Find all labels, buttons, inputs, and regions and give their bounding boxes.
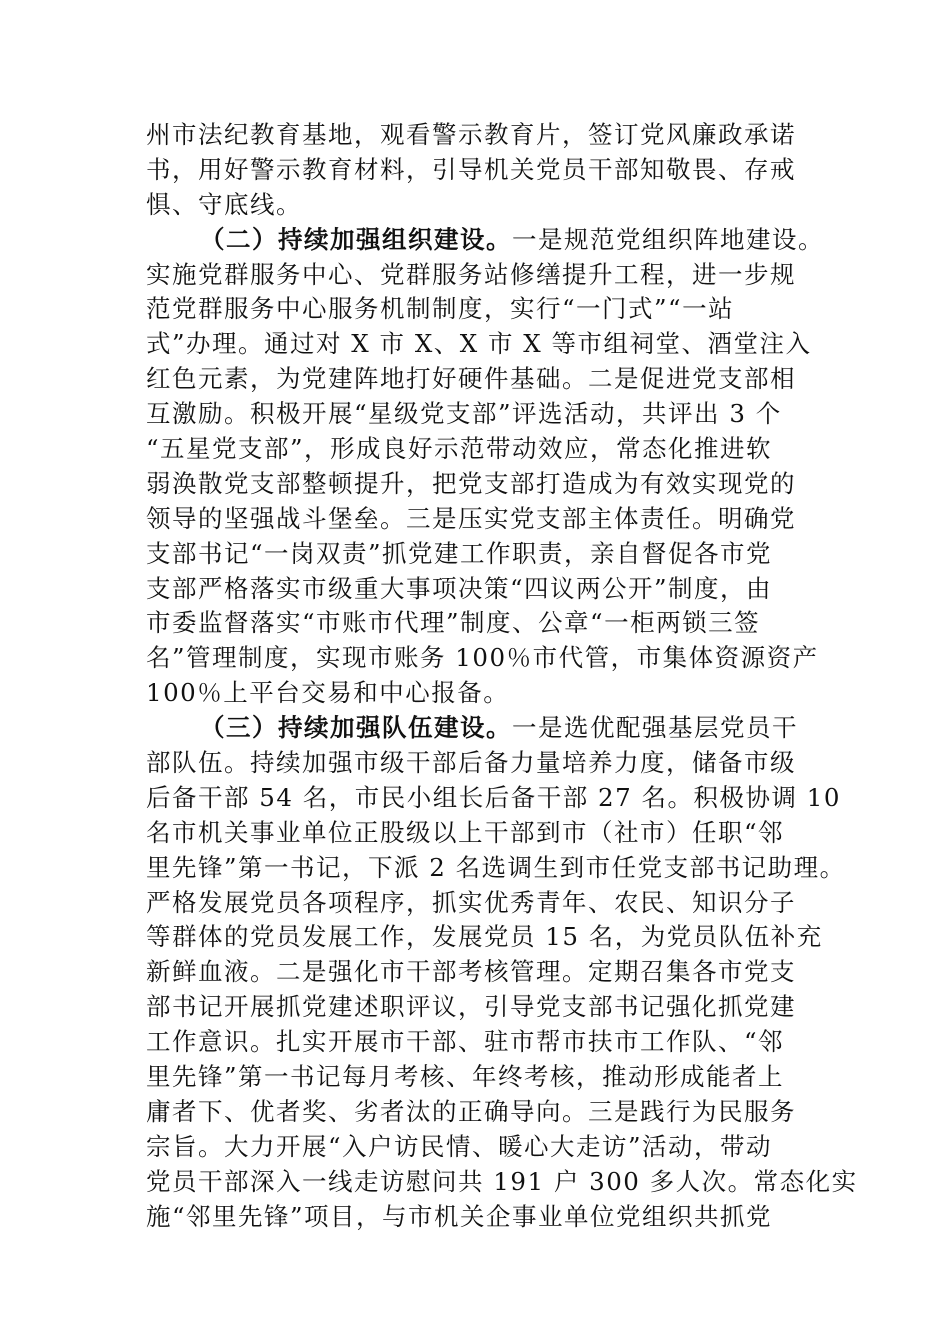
text-line: 等群体的党员发展工作，发展党员 15 名，为党员队伍补充 bbox=[146, 922, 823, 952]
text-line: 领导的坚强战斗堡垒。三是压实党支部主体责任。明确党 bbox=[146, 503, 796, 533]
text-line bbox=[146, 711, 810, 746]
text-line: 支部严格落实市级重大事项决策“四议两公开”制度，由 bbox=[146, 573, 773, 603]
text-line: 市委监督落实“市账市代理”制度、公章“一柜两锁三签 bbox=[146, 608, 761, 638]
text-line: 名市机关事业单位正股级以上干部到市（社市）任职“邻 bbox=[146, 817, 785, 847]
text-line: 后备干部 54 名，市民小组长后备干部 27 名。积极协调 10 bbox=[146, 782, 841, 812]
text-line: 里先锋”第一书记，下派 2 名选调生到市任党支部书记助理。 bbox=[146, 852, 846, 882]
text-line: 互激励。积极开展“星级党支部”评选活动，共评出 3 个 bbox=[146, 399, 782, 429]
text-line: 红色元素，为党建阵地打好硬件基础。二是促进党支部相 bbox=[146, 364, 796, 394]
text-run: 一是规范党组织阵地建设。 bbox=[512, 224, 824, 254]
text-line: 党员干部深入一线走访慰问共 191 户 300 多人次。常态化实 bbox=[146, 1166, 858, 1196]
text-line: 庸者下、优者奖、劣者汰的正确导向。三是践行为民服务 bbox=[146, 1096, 796, 1126]
text-line: 实施党群服务中心、党群服务站修缮提升工程，进一步规 bbox=[146, 259, 796, 289]
text-line: 100％上平台交易和中心报备。 bbox=[146, 678, 510, 708]
paragraph-team-building bbox=[146, 711, 858, 1234]
document-page bbox=[146, 118, 858, 1235]
text-line: 严格发展党员各项程序，抓实优秀青年、农民、知识分子 bbox=[146, 887, 796, 917]
text-line: 州市法纪教育基地，观看警示教育片，签订党风廉政承诺 bbox=[146, 120, 796, 149]
text-line: 范党群服务中心服务机制制度，实行“一门式”“一站 bbox=[146, 294, 735, 324]
text-line: 宗旨。大力开展“入户访民情、暖心大走访”活动，带动 bbox=[146, 1131, 773, 1161]
section-heading: （二）持续加强组织建设。 bbox=[200, 224, 512, 254]
text-line: 支部书记“一岗双责”抓党建工作职责，亲自督促各市党 bbox=[146, 538, 773, 568]
section-heading: （三）持续加强队伍建设。 bbox=[200, 713, 512, 743]
paragraph-organization-building bbox=[146, 223, 824, 711]
text-line: 工作意识。扎实开展市干部、驻市帮市扶市工作队、“邻 bbox=[146, 1027, 785, 1057]
text-line: 弱涣散党支部整顿提升，把党支部打造成为有效实现党的 bbox=[146, 468, 796, 498]
text-run: 一是选优配强基层党员干 bbox=[512, 713, 798, 743]
text-line: 新鲜血液。二是强化市干部考核管理。定期召集各市党支 bbox=[146, 957, 796, 987]
text-line: 式”办理。通过对 X 市 X、X 市 X 等市组祠堂、酒堂注入 bbox=[146, 329, 812, 359]
text-line: 名”管理制度，实现市账务 100％市代管，市集体资源资产 bbox=[146, 643, 819, 673]
text-line: 部队伍。持续加强市级干部后备力量培养力度，储备市级 bbox=[146, 748, 796, 778]
text-line: “五星党支部”，形成良好示范带动效应，常态化推进软 bbox=[146, 434, 773, 464]
text-line: 惧、守底线。 bbox=[146, 189, 302, 219]
text-line bbox=[146, 223, 824, 258]
text-line: 书，用好警示教育材料，引导机关党员干部知敬畏、存戒 bbox=[146, 154, 796, 184]
paragraph-warning-education bbox=[146, 118, 810, 223]
text-line: 里先锋”第一书记每月考核、年终考核，推动形成能者上 bbox=[146, 1062, 785, 1092]
text-line: 施“邻里先锋”项目，与市机关企事业单位党组织共抓党 bbox=[146, 1201, 773, 1231]
text-line: 部书记开展抓党建述职评议，引导党支部书记强化抓党建 bbox=[146, 992, 796, 1022]
